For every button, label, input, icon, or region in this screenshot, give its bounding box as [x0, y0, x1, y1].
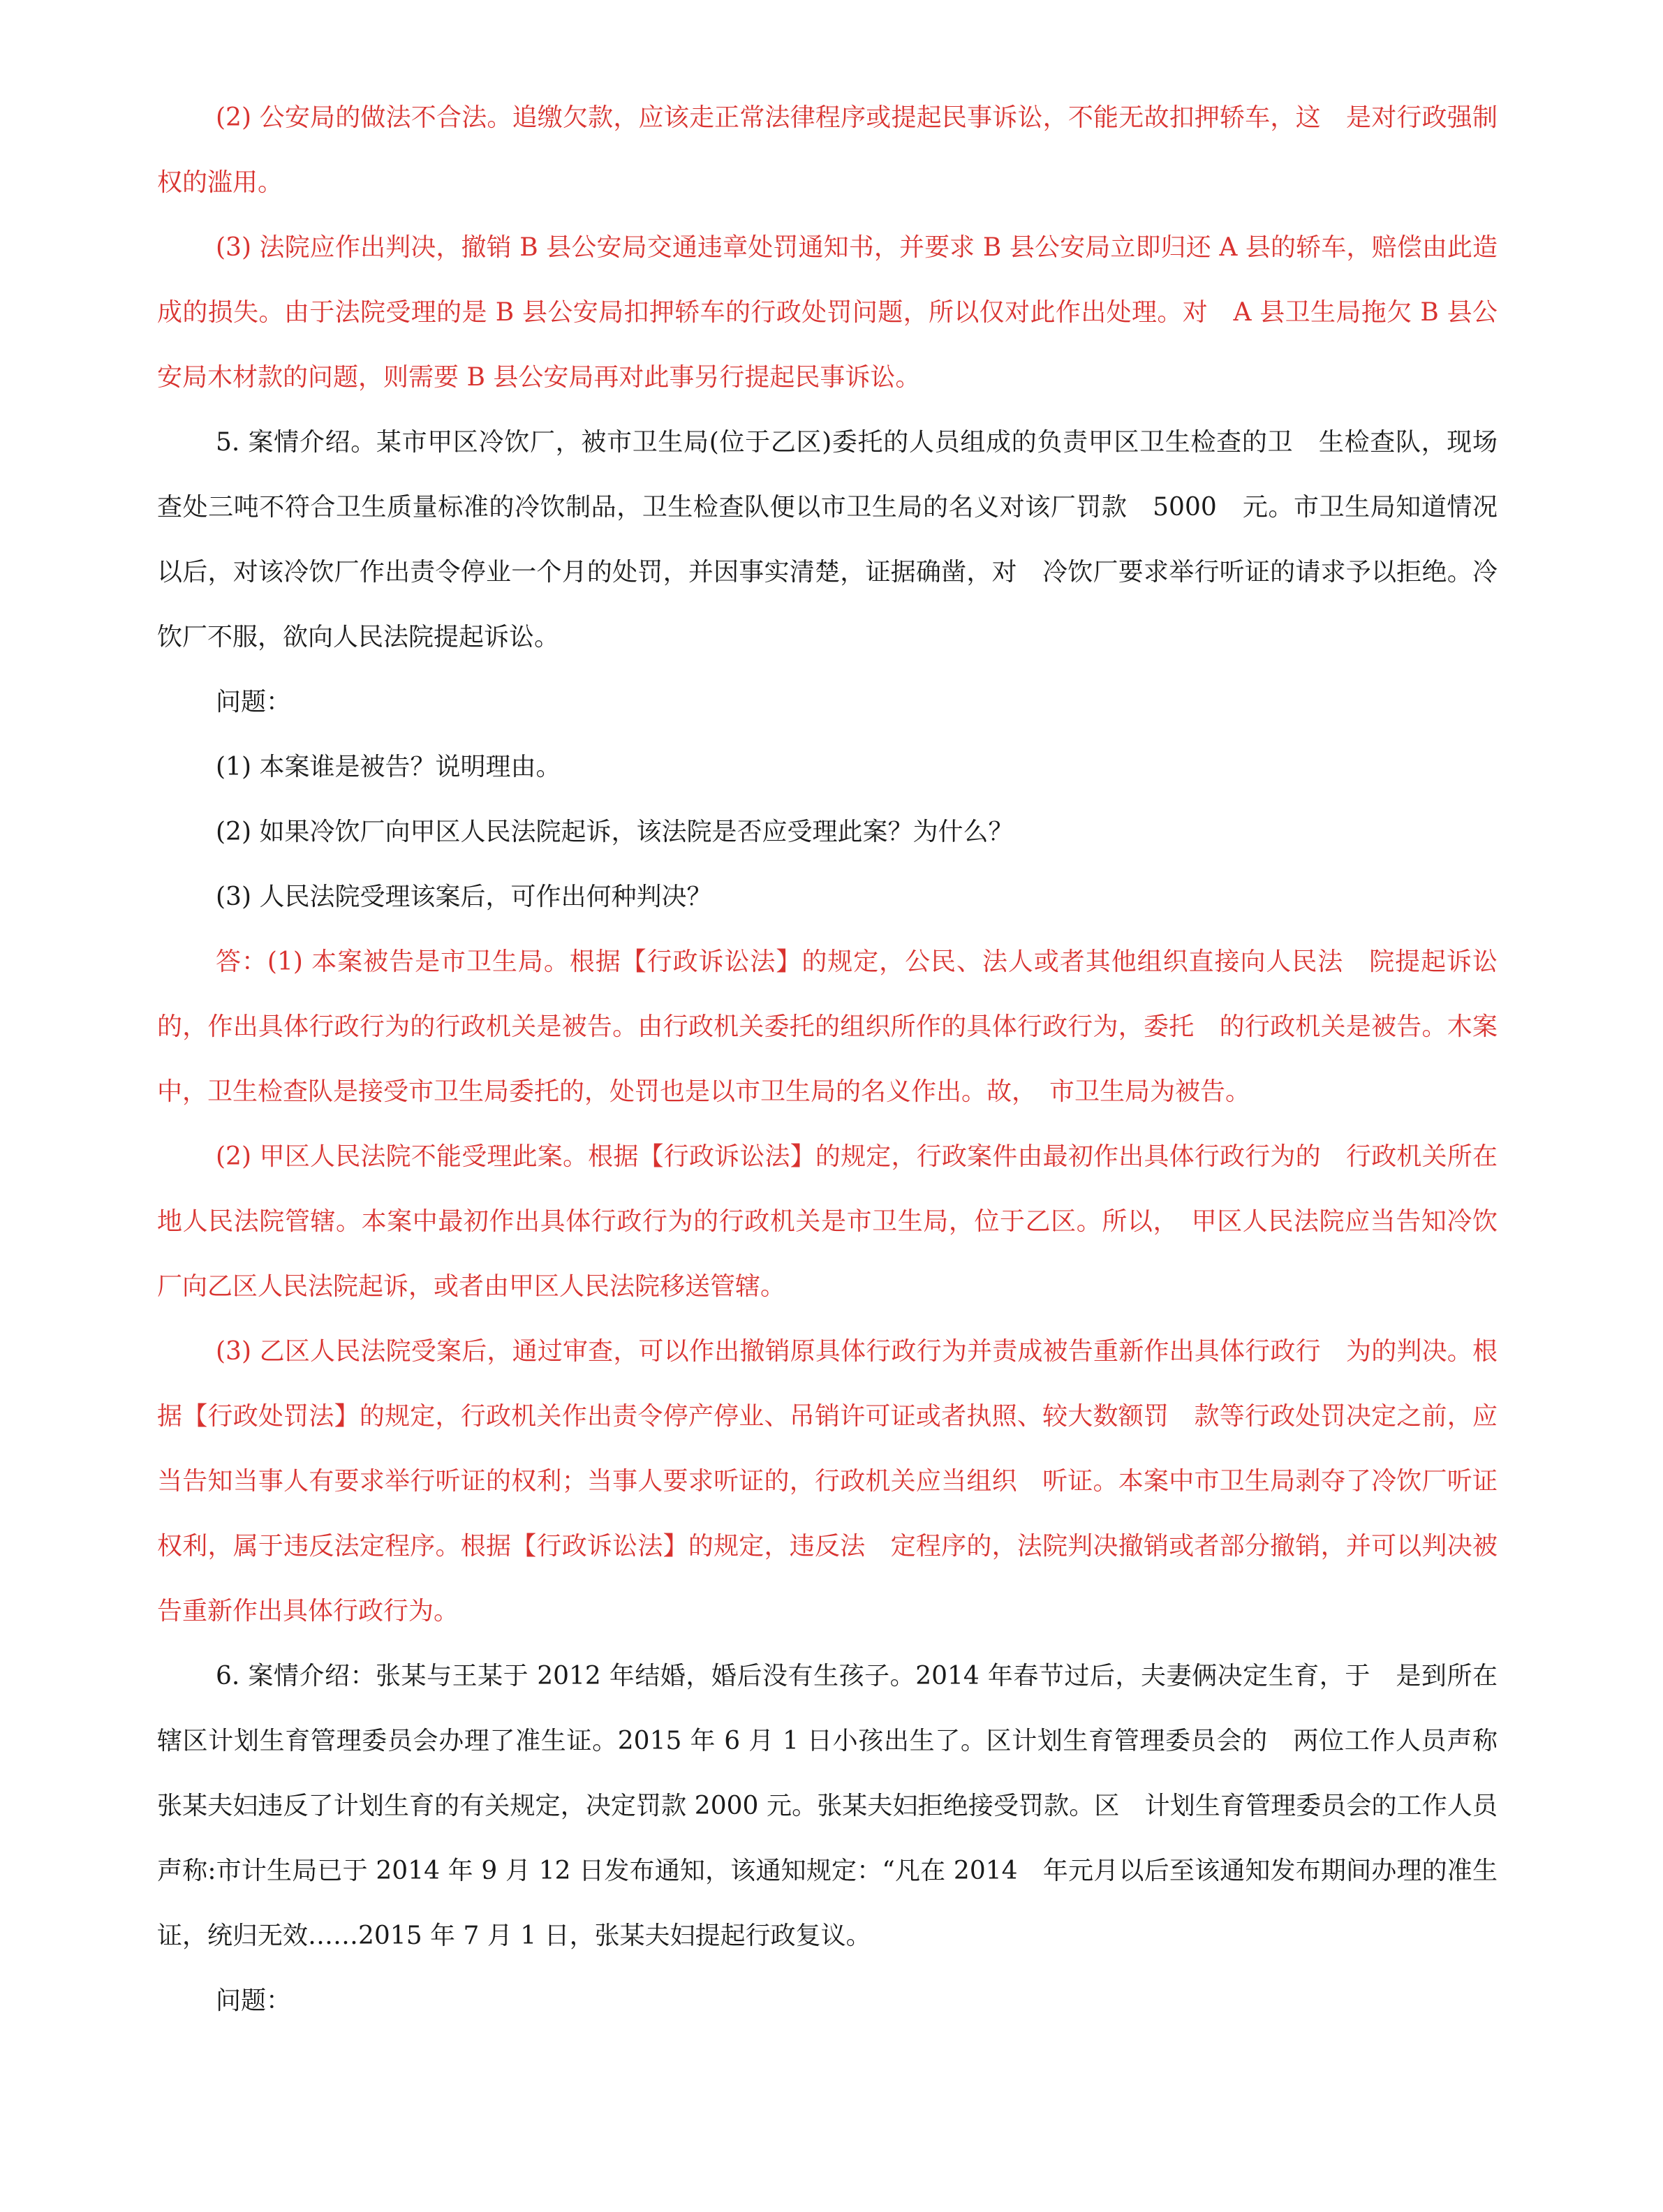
questions-heading-2: 问题： [216, 1986, 292, 2015]
document-body [157, 85, 1498, 2033]
question-1: (1) 本案谁是被告？说明理由。 [216, 753, 561, 781]
answer-2: (2) 甲区人民法院不能受理此案。根据【行政诉讼法】的规定，行政案件由最初作出具体行政行为的 行政机关所在地人民法院管辖。本案中最初作出具体行政行为的行政机关是市卫生局，位于乙区。所以， 甲区人民法院应当告知冷饮厂向乙区人民法院起诉，或者由甲区人民法院移送管辖。 [157, 1142, 1498, 1301]
case-6-description: 6. 案情介绍：张某与王某于 2012 年结婚，婚后没有生孩子。2014 年春节过后，夫妻俩决定生育，于 是到所在辖区计划生育管理委员会办理了准生证。2015 年 6 月 1 日小孩出生了。区计划生育管理委员会的 两位工作人员声称张某夫妇违反了计划生育的有关规定，决定罚款 2000 元。张某夫妇拒绝接受罚款。区 计划生育管理委员会的工作人员声称:市计生局已于 2014 年 9 月 12 日发布通知，该通知规定：“凡在 2014 年元月以后至该通知发布期间办理的准生证，统归无效……2015 年 7 月 1 日，张某夫妇提起行政复议。 [157, 1662, 1498, 1950]
answer-paragraph-3: (3) 法院应作出判决，撤销 B 县公安局交通违章处罚通知书，并要求 B 县公安局立即归还 A 县的轿车，赔偿由此造成的损失。由于法院受理的是 B 县公安局扣押轿车的行政处罚问题，所以仅对此作出处理。对 A 县卫生局拖欠 B 县公安局木材款的问题，则需要 B 县公安局再对此事另行提起民事诉讼。 [157, 233, 1498, 392]
questions-heading: 问题： [216, 688, 292, 716]
answer-3: (3) 乙区人民法院受案后，通过审查，可以作出撤销原具体行政行为并责成被告重新作出具体行政行 为的判决。根据【行政处罚法】的规定，行政机关作出责令停产停业、吊销许可证或者执照、较大数额罚 款等行政处罚决定之前，应当告知当事人有要求举行听证的权利；当事人要求听证的，行政机关应当组织 听证。本案中市卫生局剥夺了冷饮厂听证权利，属于违反法定程序。根据【行政诉讼法】的规定，违反法 定程序的，法院判决撤销或者部分撤销，并可以判决被告重新作出具体行政行为。 [157, 1337, 1498, 1625]
case-5-description: 5. 案情介绍。某市甲区冷饮厂，被市卫生局(位于乙区)委托的人员组成的负责甲区卫生检查的卫 生检查队，现场查处三吨不符合卫生质量标准的冷饮制品，卫生检查队便以市卫生局的名义对该厂罚款 5000 元。市卫生局知道情况以后，对该冷饮厂作出责令停业一个月的处罚，并因事实清楚，证据确凿，对 冷饮厂要求举行听证的请求予以拒绝。冷饮厂不服，欲向人民法院提起诉讼。 [157, 428, 1498, 651]
question-3: (3) 人民法院受理该案后，可作出何种判决？ [216, 883, 712, 911]
question-2: (2) 如果冷饮厂向甲区人民法院起诉，该法院是否应受理此案？为什么？ [216, 818, 1014, 846]
answer-paragraph-2: (2) 公安局的做法不合法。追缴欠款，应该走正常法律程序或提起民事诉讼，不能无故扣押轿车，这 是对行政强制权的滥用。 [157, 103, 1498, 197]
answer-1: 答：(1) 本案被告是市卫生局。根据【行政诉讼法】的规定，公民、法人或者其他组织直接向人民法 院提起诉讼的，作出具体行政行为的行政机关是被告。由行政机关委托的组织所作的具体行政行为，委托 的行政机关是被告。木案中，卫生检查队是接受市卫生局委托的，处罚也是以市卫生局的名义作出。故， 市卫生局为被告。 [157, 948, 1498, 1106]
